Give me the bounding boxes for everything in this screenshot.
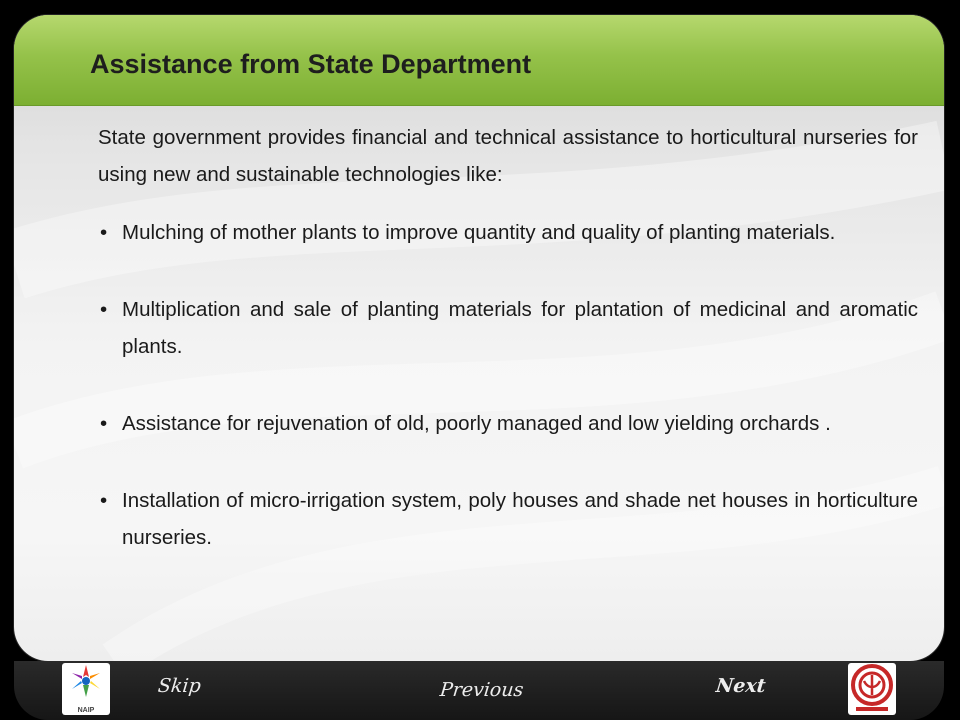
bullet-text: Mulching of mother plants to improve quantity and quality of planting materials. (122, 221, 836, 244)
bullet-text: Assistance for rejuvenation of old, poorly managed and low yielding orchards . (122, 412, 831, 435)
emblem-logo (848, 663, 896, 715)
next-button[interactable]: Next (714, 675, 767, 697)
naip-logo-caption: NAIP (77, 707, 95, 714)
previous-button[interactable]: Previous (438, 679, 525, 701)
bullet-item (98, 482, 918, 556)
bullet-dot: • (100, 489, 108, 512)
bullet-item (98, 405, 918, 442)
bullet-dot: • (100, 221, 108, 244)
bullet-item (98, 214, 918, 251)
bullet-item (98, 291, 918, 365)
bullet-dot: • (100, 412, 108, 435)
slide-title: Assistance from State Department (90, 49, 532, 79)
naip-logo (62, 663, 110, 715)
slide-card (14, 15, 944, 661)
footer-nav (0, 661, 960, 720)
title-bar (14, 15, 944, 106)
emblem-logo-icon (848, 663, 896, 715)
intro-paragraph: State government provides financial and technical assistance to horticultural nurseries for using new and sustainable technologies like: (98, 126, 918, 186)
skip-button[interactable]: Skip (156, 675, 202, 697)
bullet-text: Multiplication and sale of planting materials for plantation of medicinal and aromatic plants. (122, 298, 918, 358)
naip-logo-icon (62, 663, 110, 707)
bullet-dot: • (100, 298, 108, 321)
bullet-list (98, 214, 918, 556)
slide-content (98, 119, 918, 556)
bullet-text: Installation of micro-irrigation system, poly houses and shade net houses in horticulture nurseries. (122, 489, 918, 549)
